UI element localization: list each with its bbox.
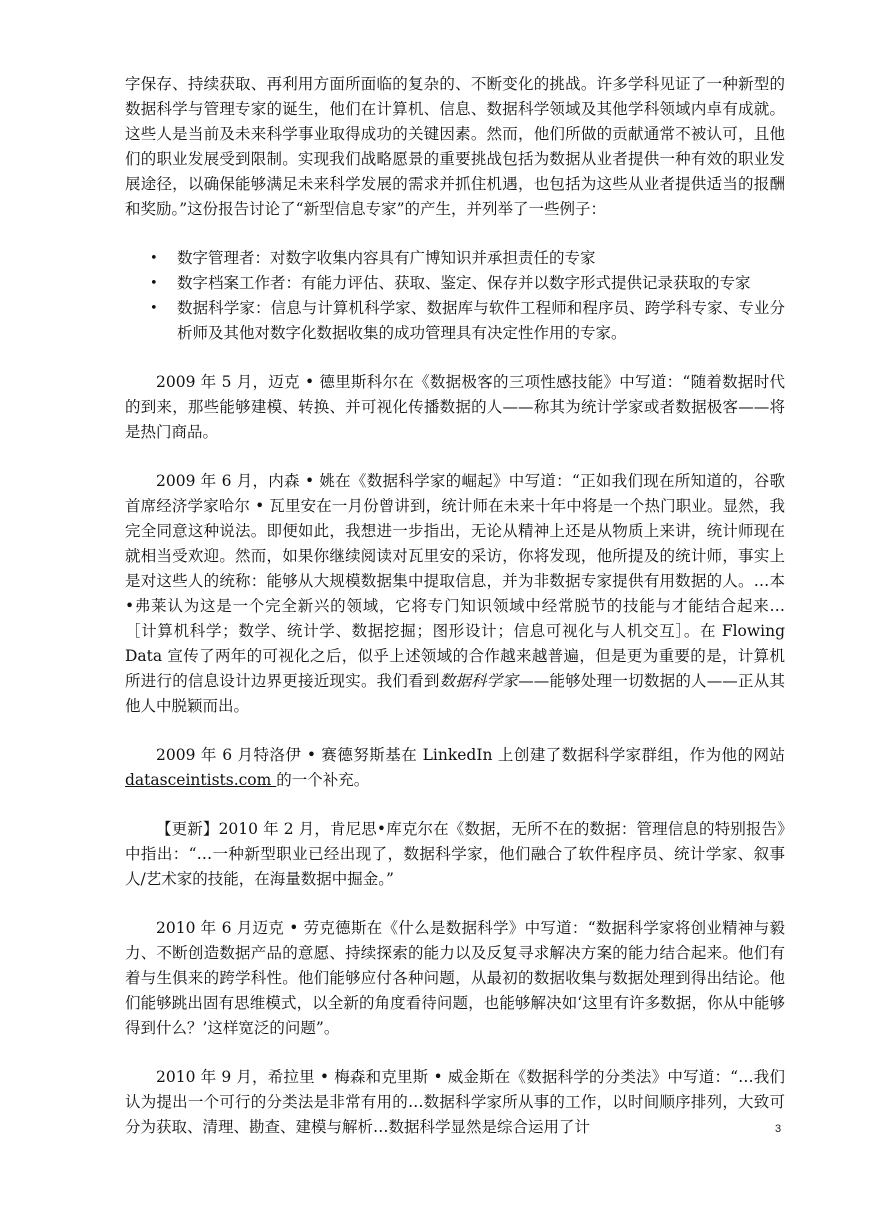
paragraph-2010-sept: 2010 年 9 月，希拉里 • 梅森和克里斯 • 威金斯在《数据科学的分类法》中写道：“…我们认为提出一个可行的分类法是非常有用的…数据科学家所从事的工作，以时间顺序排列，大致可分为获取、清理、勘查、建模与解析…数据科学显然是综合运用了计 [125, 1068, 785, 1136]
document-page [125, 72, 785, 1164]
paragraph-text: 2009 年 6 月，内森 • 姚在《数据科学家的崛起》中写道：“正如我们现在所知道的，谷歌首席经济学家哈尔 • 瓦里安在一月份曾讲到，统计师在未来十年中将是一个热门职业。显然，我完全同意这种说法。即便如此，我想进一步指出，无论从精神上还是从物质上来讲，统计师现在就相当受欢迎。然而，如果你继续阅读对瓦里安的采访，你将发现，他所提及的统计师，事实上是对这些人的统称：能够从大规模数据集中提取信息，并为非数据专家提供有用数据的人。…本•弗莱认为这是一个完全新兴的领域，它将专门知识领域中经常脱节的技能与才能结合起来…［计算机科学；数学、统计学、数据挖掘；图形设计；信息可视化与人机交互］。在 Flowing Data 宣传了两年的可视化之后，似乎上述领域的合作越来越普遍，但是更为重要的是，计算机所进行的信息设计边界更接近现实。我们看到 [125, 472, 785, 690]
list-item [150, 271, 785, 296]
list-item-text: 数字档案工作者：有能力评估、获取、鉴定、保存并以数字形式提供记录获取的专家 [177, 274, 751, 292]
emphasis-term: 数据科学家 [439, 672, 519, 690]
paragraph-2009-june-yau [125, 469, 785, 719]
paragraph-text: 的一个补充。 [276, 771, 370, 789]
list-item-text: 数字管理者：对数字收集内容具有广博知识并承担责任的专家 [177, 249, 596, 267]
list-item [150, 296, 785, 346]
list-item [150, 246, 785, 271]
paragraph-2010-feb: 【更新】2010 年 2 月，肯尼思•库克尔在《数据，无所不在的数据：管理信息的特别报告》中指出：“…一种新型职业已经出现了，数据科学家，他们融合了软件程序员、统计学家、叙事人/艺术家的技能，在海量数据中掘金。” [125, 820, 785, 888]
intro-paragraph: 字保存、持续获取、再利用方面所面临的复杂的、不断变化的挑战。许多学科见证了一种新型的数据科学与管理专家的诞生，他们在计算机、信息、数据科学领域及其他学科领域内卓有成就。这些人是当前及未来科学事业取得成功的关键因素。然而，他们所做的贡献通常不被认可，且他们的职业发展受到限制。实现我们战略愿景的重要挑战包括为数据从业者提供一种有效的职业发展途径，以确保能够满足未来科学发展的需求并抓住机遇，也包括为这些从业者提供适当的报酬和奖励。”这份报告讨论了“新型信息专家”的产生，并列举了一些例子： [125, 75, 785, 218]
page-number: 3 [775, 1123, 782, 1135]
paragraph-2009-june-linkedin [125, 743, 785, 793]
website-link[interactable]: datasceintists.com [125, 771, 277, 789]
bullet-icon: • [150, 251, 158, 266]
specialist-list [125, 246, 785, 346]
paragraph-2010-june: 2010 年 6 月迈克 • 劳克德斯在《什么是数据科学》中写道：“数据科学家将创业精神与毅力、不断创造数据产品的意愿、持续探索的能力以及反复寻求解决方案的能力结合起来。他们有着与生俱来的跨学科性。他们能够应付各种问题，从最初的数据收集与数据处理到得出结论。他们能够跳出固有思维模式，以全新的角度看待问题，也能够解决如‘这里有许多数据，你从中能够得到什么？’这样宽泛的问题”。 [125, 919, 785, 1037]
bullet-icon: • [150, 276, 158, 291]
bullet-icon: • [150, 301, 158, 316]
paragraph-2009-may: 2009 年 5 月，迈克 • 德里斯科尔在《数据极客的三项性感技能》中写道：“随着数据时代的到来，那些能够建模、转换、并可视化传播数据的人——称其为统计学家或者数据极客——将是热门商品。 [125, 373, 785, 441]
paragraph-text: 2009 年 6 月特洛伊 • 赛德努斯基在 LinkedIn 上创建了数据科学家群组，作为他的网站 [156, 746, 785, 764]
list-item-text: 数据科学家：信息与计算机科学家、数据库与软件工程师和程序员、跨学科专家、专业分析师及其他对数字化数据收集的成功管理具有决定性作用的专家。 [177, 299, 785, 342]
paragraph-text: ——能够处理一切数据的人——正从其他人中脱颖而出。 [125, 672, 785, 715]
